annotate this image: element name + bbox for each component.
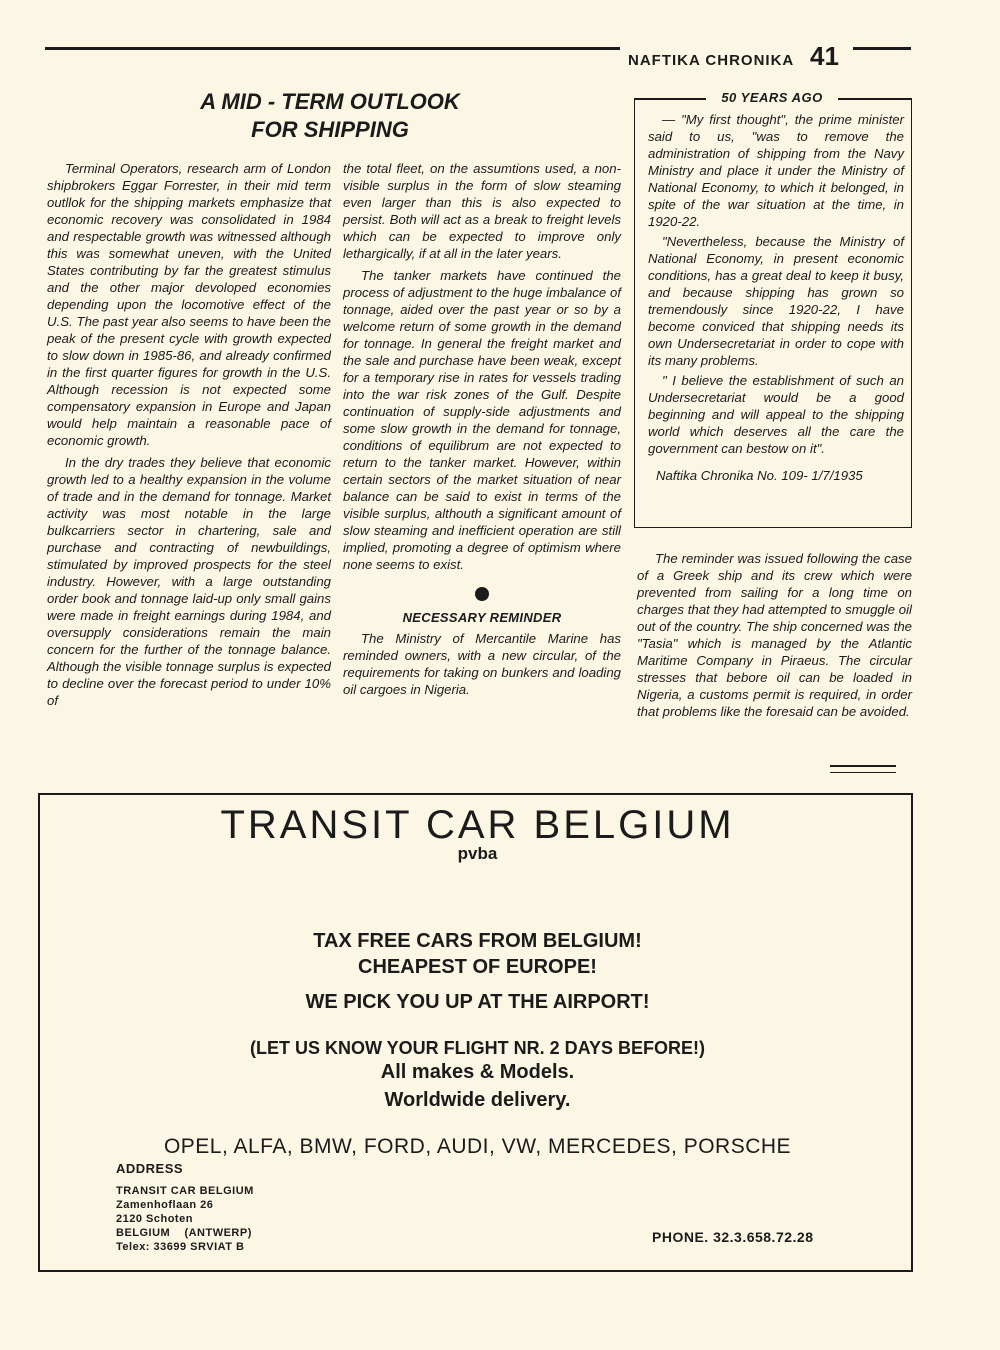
fifty-years-rule-right [838,98,912,100]
ad-headline-1: TAX FREE CARS FROM BELGIUM! [313,930,642,952]
ad-telex: Telex: 33699 SRVIAT B [116,1241,245,1253]
article-title [150,88,510,144]
ad-phone: PHONE. 32.3.658.72.28 [652,1229,814,1245]
article-column-right [637,550,912,725]
article-title-line1: A MID - TERM OUTLOOK [200,89,460,114]
ad-delivery: Worldwide delivery. [384,1089,571,1111]
section-bullet [475,587,489,601]
reminder-paragraph: The Ministry of Mercantile Marine has reminded owners, with a new circular, of the requirements for taking on bunkers and loading oil cargoes in Nigeria. [343,631,621,697]
article-column-middle [343,160,621,703]
fifty-years-text [648,111,904,487]
fifty-years-heading: 50 YEARS AGO [721,90,823,105]
header-rule-left [45,47,620,50]
article-column-left [47,160,331,714]
article-paragraph: the total fleet, on the assumtions used, a non-visible surplus in the form of slow steaming even larger than this is also expected to persist. Both will act as a break to freight levels which can be expected to improve only lethargically, if at all in the later years. [343,161,621,261]
ad-flight-note: (LET US KNOW YOUR FLIGHT NR. 2 DAYS BEFORE!) [249,1038,706,1058]
fifty-years-paragraph: — "My first thought", the prime minister said to us, "was to remove the administration of shipping from the Navy Ministry and place it under the Ministry of National Economy, to which it belonged, in spite of the war situation at the time, in 1920-22. [648,112,904,229]
article-paragraph: In the dry trades they believe that economic growth led to a healthy expansion in the volume of trade and in the demand for tonnage. Market activity was most notable in the large bulkcarriers sector in chartering, sale and purchase and contracting of newbuildings, stimulated by improved prospects for the steel industry. However, with a large outstanding order book and tonnage laid-up only small gains were made in freight earnings during 1984, and oversupply considerations remain the main concern for the further of the tonnage balance. Although the visible tonnage surplus is expected to decline over the forecast period to under 10% of [47,455,331,708]
ad-address-line: BELGIUM (ANTWERP) [116,1227,252,1239]
reminder-paragraph-continued: The reminder was issued following the case of a Greek ship and its crew which were prevented from sailing for a long time on charges that they had attempted to smuggle oil out of the country. The ship concerned was the "Tasia" which is managed by the Atlantic Maritime Company in Piraeus. The circular stresses that bebore oil can be loaded in Nigeria, a customs permit is required, in order that problems like the foresaid can be avoided. [637,551,912,719]
ad-headline-3: WE PICK YOU UP AT THE AIRPORT! [305,991,650,1013]
ad-brand-suffix: pvba [457,844,498,863]
ad-makes-models: All makes & Models. [380,1061,575,1083]
ad-address-line: TRANSIT CAR BELGIUM [116,1185,254,1197]
article-title-line2: FOR SHIPPING [251,117,409,142]
fifty-years-paragraph: " I believe the establishment of such an Undersecretariat would be a good beginning and will appeal to the shipping world which deserves all the care the government can bestow on it". [648,373,904,456]
page-number: 41 [810,41,839,71]
fifty-years-rule-left [634,98,706,100]
article-paragraph: The tanker markets have continued the process of adjustment to the huge imbalance of tonnage, aided over the past year or so by a welcome return of some growth in the demand for tonnage. In general the freight market and the sale and purchase have been weak, except for a temporary rise in rates for vessels trading into the war risk zones of the Gulf. Despite continuation of supply-side adjustments and some slow growth in the demand for tonnage, conditions of equilibrum are not expected to return to the tanker market. However, within certain sectors of the market situation of near balance can be said to exist in terms of the visible surplus, althouth a significant amount of slow steaming and inefficient operation are still implied, promoting a degree of optimism where none seems to exist. [343,268,621,572]
ad-headline-2: CHEAPEST OF EUROPE! [358,956,597,978]
article-paragraph: Terminal Operators, research arm of London shipbrokers Eggar Forrester, in their mid term outllok for the shipping markets emphasize that economic recovery was consolidated in 1984 and respectable growth was witnessed although this was somewhat uneven, with the United States contributing by far the greatest stimulus and the other major devoloped economies depending upon the locomotive effect of the U.S. The past year also seems to have been the peak of the present cycle with growth expected to slow down in 1985-86, and already confirmed in the first quarter figures for growth in the U.S. Although recession is not expected some compensatory expansion in Europe and Japan would help maintain a reasonable pace of economic growth. [47,161,331,448]
fifty-years-source: Naftika Chronika No. 109- 1/7/1935 [656,468,863,483]
ad-address-heading: ADDRESS [116,1161,184,1176]
advertisement [38,793,913,1272]
ad-car-makes: OPEL, ALFA, BMW, FORD, AUDI, VW, MERCEDES, PORSCHE [163,1135,792,1158]
end-of-article-mark [830,765,896,778]
fifty-years-paragraph: "Nevertheless, because the Ministry of National Economy, in present economic conditions, has a great deal to keep it busy, and because shipping has grown so tremendously since 1920-22, I have become conviced that shipping needs its own Undersecretariat in order to cope with its many problems. [648,234,904,368]
ad-address-line: 2120 Schoten [116,1213,193,1225]
reminder-heading: NECESSARY REMINDER [402,610,562,625]
ad-brand-name: TRANSIT CAR BELGIUM [220,803,735,847]
publication-name: NAFTIKA CHRONIKA [628,52,795,69]
header-rule-right [853,47,911,50]
ad-address [116,1184,254,1254]
ad-address-line: Zamenhoflaan 26 [116,1199,214,1211]
